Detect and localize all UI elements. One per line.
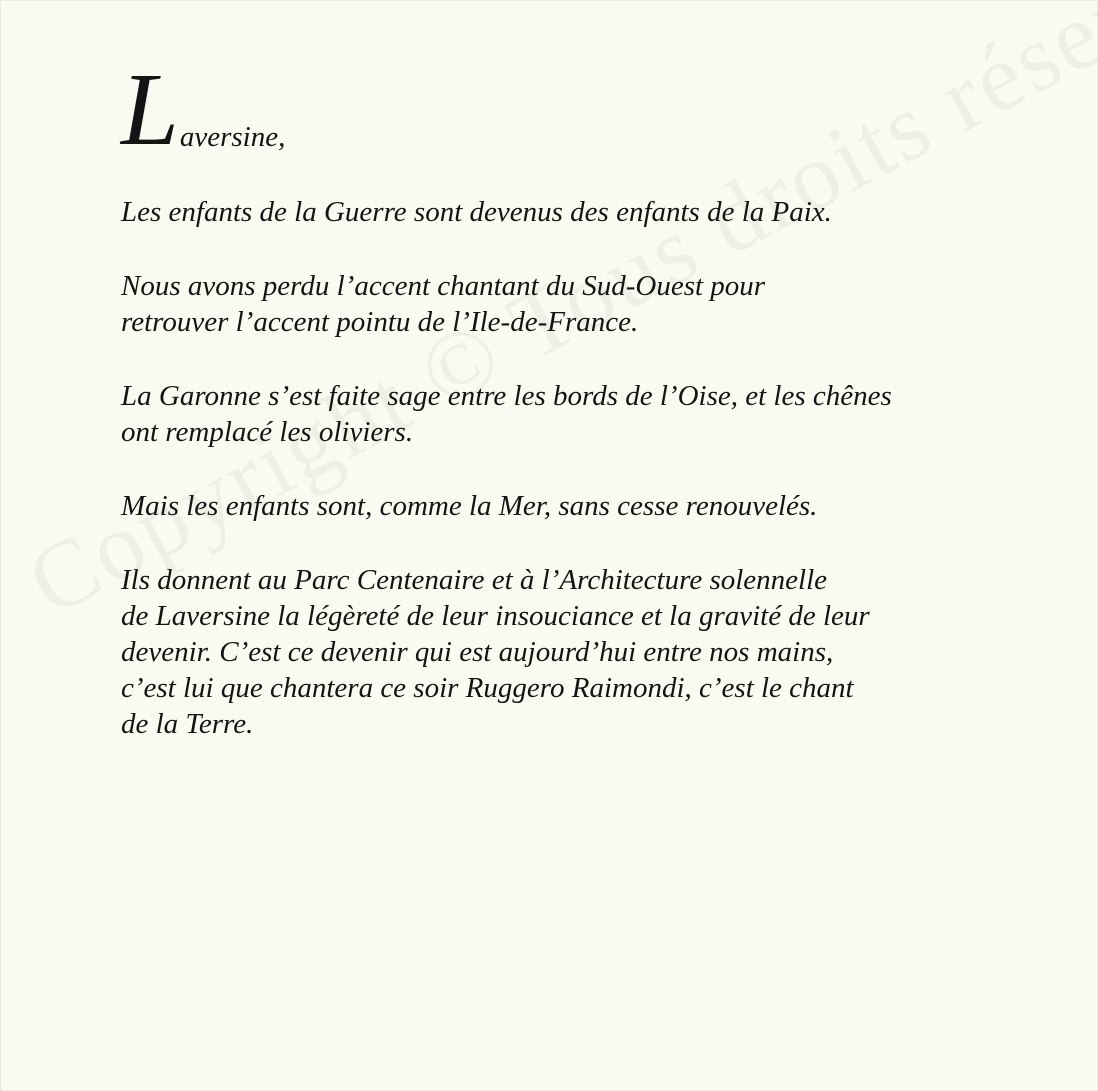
paragraph-line: ont remplacé les oliviers.: [121, 416, 414, 449]
paragraph-line: Ils donnent au Parc Centenaire et à l’Architecture solennelle: [121, 564, 828, 597]
salutation-text: aversine,: [179, 121, 286, 154]
paragraph-4: [121, 488, 1001, 524]
paragraph-1: [121, 194, 1001, 230]
paragraph-line: La Garonne s’est faite sage entre les bords de l’Oise, et les chênes: [121, 380, 892, 413]
paragraph-line: Mais les enfants sont, comme la Mer, sans cesse renouvelés.: [121, 490, 818, 523]
paragraph-5: [121, 562, 1001, 742]
paragraph-line: retrouver l’accent pointu de l’Ile-de-France.: [121, 306, 639, 339]
paragraph-line: Nous avons perdu l’accent chantant du Sud-Ouest pour: [121, 270, 766, 303]
letter-body: [121, 52, 1001, 742]
paragraph-line: devenir. C’est ce devenir qui est aujourd’hui entre nos mains,: [121, 636, 834, 669]
drop-cap-letter: L: [121, 52, 179, 167]
paragraph-line: de la Terre.: [121, 708, 254, 741]
paragraph-line: Les enfants de la Guerre sont devenus des enfants de la Paix.: [121, 196, 832, 229]
salutation: [121, 52, 1001, 167]
paragraph-line: de Laversine la légèreté de leur insouciance et la gravité de leur: [121, 600, 870, 633]
paragraph-3: [121, 378, 1001, 450]
paragraph-line: c’est lui que chantera ce soir Ruggero Raimondi, c’est le chant: [121, 672, 854, 705]
paragraph-2: [121, 268, 1001, 340]
